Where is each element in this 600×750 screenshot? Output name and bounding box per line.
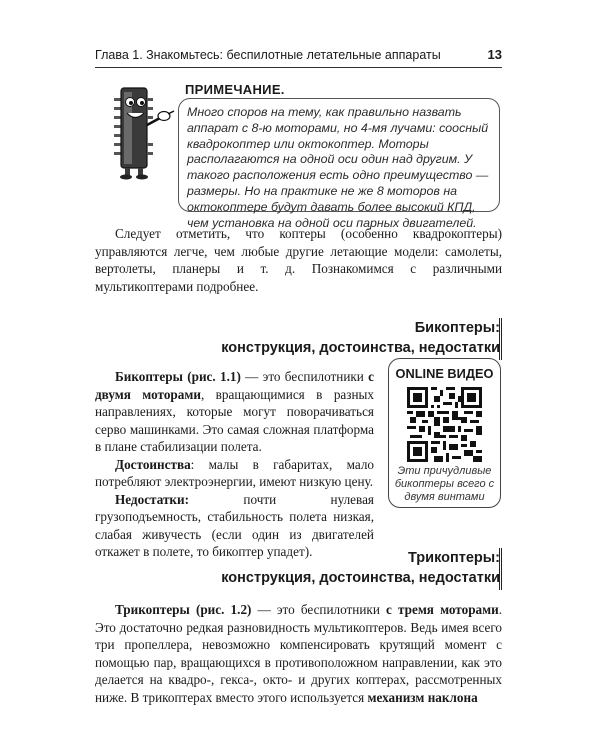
page-number: 13: [487, 47, 502, 62]
qr-code-icon[interactable]: [407, 387, 482, 462]
figure-ref[interactable]: (рис. 1.1): [187, 369, 241, 384]
text-span: , вращающимися в разных направлениях, которые могут поворачиваться серво машинками. Это самая сложная платформа в плане стабилизации полета.: [95, 386, 375, 454]
tricopter-paragraph: [95, 601, 502, 707]
advantages-paragraph: [95, 456, 374, 491]
bold-tilt-mechanism: механизм наклона: [367, 689, 478, 705]
advantages-label: Достоинства: [115, 456, 191, 472]
page-header: [95, 46, 502, 66]
note-title: ПРИМЕЧАНИЕ.: [185, 82, 285, 97]
section-heading-line2: конструкция, достоинства, недостатки: [221, 570, 500, 586]
term-tricopters: Трикоптеры: [115, 602, 190, 617]
video-title: ONLINE ВИДЕО: [395, 366, 494, 381]
text-span: — это беспилотники: [240, 369, 369, 384]
bold-three-motors: с тремя моторами: [386, 602, 499, 617]
intro-paragraph: Следует отметить, что коптеры (особенно квадрокоптеры) управляются легче, чем любые другие летающие модели: самолеты, вертолеты, планеры и т. д. Познакомимся с различными мультикоптерами подробнее.: [95, 226, 502, 294]
disadvantages-label: Недостатки:: [115, 491, 190, 507]
bold-two-motors: с двумя моторами: [95, 369, 375, 402]
note-text: Много споров на тему, как правильно назвать аппарат с 8-ю моторами, но 4-мя лучами: соосный квадрокоптер или октокоптер. Моторы располагаются на одной оси один над другим. У такого расположения есть одно преимущество — размеры. Но на практике не же 8 моторов на октокоптере будут давать более высокий КПД, чем установка на одной оси парных двигателей.: [187, 105, 489, 230]
figure-ref[interactable]: (рис. 1.2): [195, 602, 252, 617]
chip-mascot-icon: [110, 80, 176, 180]
bicopter-paragraph: [95, 368, 374, 456]
header-divider: [95, 67, 502, 68]
term-bicopters: Бикоптеры: [115, 369, 183, 384]
chapter-title: Глава 1. Знакомьтесь: беспилотные летательные аппараты: [95, 48, 441, 62]
heading-bar: [499, 318, 502, 360]
heading-bar: [499, 548, 502, 590]
disadvantages-text: почти нулевая грузоподъемность, стабильность полета низкая, слабая живучесть (если один из двигателей откажет в полете, то бикоптер упадет).: [95, 491, 374, 559]
text-span: — это беспилотники: [251, 602, 387, 617]
section-heading-line1: Трикоптеры:: [408, 550, 500, 566]
section-heading-tricopters: [221, 548, 500, 588]
text-span: . Это достаточно редкая разновидность мультикоптеров. Ведь имея всего три пропеллера, невозможно компенсировать крутящий момент с помощью пар, вращающихся в противоположном направлении, как это делается на квадро-, гекса-, окто- и других коптерах, рассмотренных ниже. В трикоптерах вместо этого используется: [95, 602, 503, 705]
section-heading-line1: Бикоптеры:: [414, 320, 500, 336]
advantages-text: : малы в габаритах, мало потребляют электроэнергии, имеют низкую цену.: [95, 456, 374, 489]
section-heading-bicopters: [221, 318, 500, 358]
bicopter-body: [95, 368, 374, 561]
video-caption: Эти причудливые бикоптеры всего с двумя винтами: [394, 465, 495, 504]
section-heading-line2: конструкция, достоинства, недостатки: [221, 340, 500, 356]
